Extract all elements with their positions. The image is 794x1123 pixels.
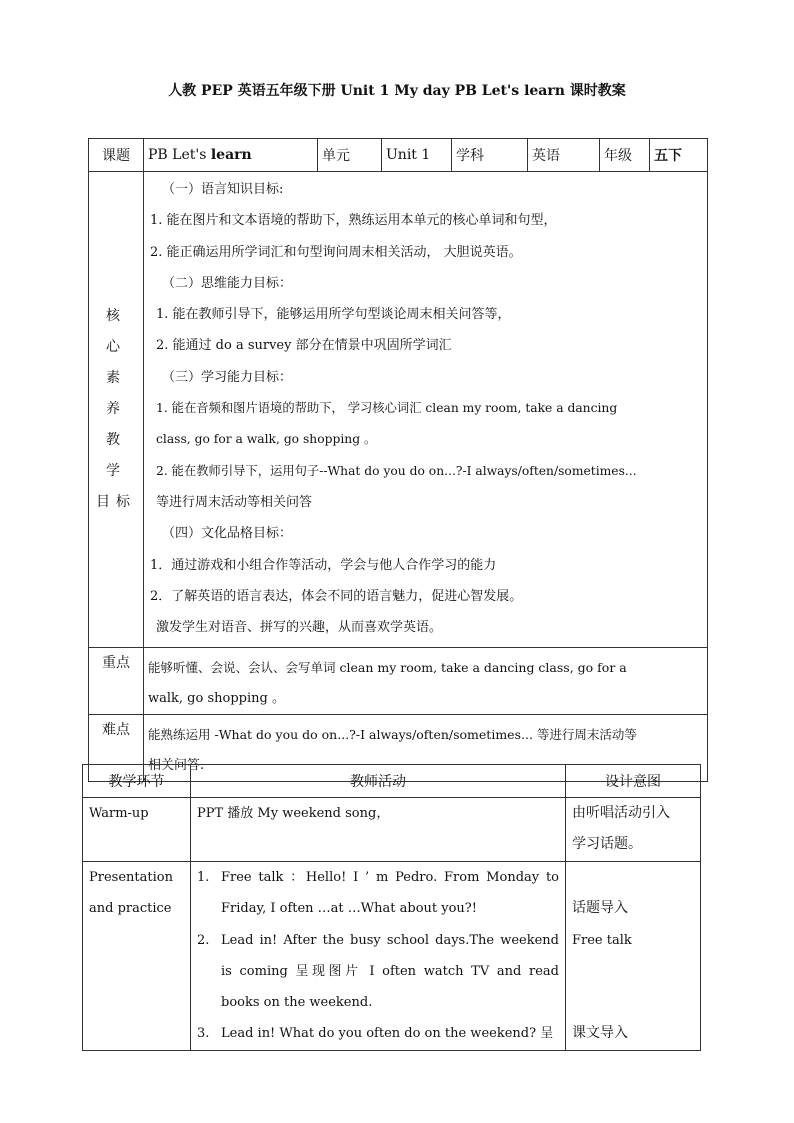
difficulties-label: 难点 xyxy=(89,715,144,782)
key-points-row xyxy=(89,648,708,715)
goal-line: 1．通过游戏和小组合作等活动，学会与他人合作学习的能力 xyxy=(150,557,497,573)
goal-heading: （三）学习能力目标： xyxy=(162,369,293,385)
goal-heading: （二）思维能力目标： xyxy=(162,275,293,291)
key-points-content: 能够听懂、会说、会认、会写单词 clean my room, take a dancing class, go for a walk, go shopping 。 xyxy=(144,648,708,715)
unit-value: Unit 1 xyxy=(382,139,452,172)
subject-value: 英语 xyxy=(528,139,600,172)
subject-label: 学科 xyxy=(452,139,528,172)
goal-line: 等进行周末活动等相关问答 xyxy=(156,494,313,510)
warmup-row xyxy=(83,798,701,862)
goal-line: 1. 能在音频和图片语境的帮助下， 学习核心词汇 clean my room, take a dancing xyxy=(156,401,618,416)
presentation-intent: 话题导入 Free talk 课文导入 xyxy=(566,862,701,1051)
goal-line: 2. 能在教师引导下，运用句子--What do you do on...?-I always/often/sometimes... xyxy=(156,463,637,478)
presentation-stage: Presentation and practice xyxy=(83,862,191,1051)
goal-line: 2．了解英语的语言表达，体会不同的语言魅力，促进心智发展。 xyxy=(150,588,523,604)
goal-line: 2. 能正确运用所学词汇和句型询问周末相关活动， 大胆说英语。 xyxy=(150,244,522,260)
activity-step: 1. Free talk ：Hello! I ’ m Pedro. From Monday to Friday, I often …at …What about you?! xyxy=(197,870,559,917)
goal-line: 2. 能通过 do a survey 部分在情景中巩固所学词汇 xyxy=(156,338,452,354)
goal-line: 1. 能在教师引导下，能够运用所学句型谈论周末相关问答等， xyxy=(156,307,511,323)
document-title: 人教 PEP 英语五年级下册 Unit 1 My day PB Let's learn 课时教案 xyxy=(168,83,626,99)
process-header-row xyxy=(83,765,701,798)
teaching-process-table xyxy=(82,764,701,1051)
goal-line: class, go for a walk, go shopping 。 xyxy=(156,432,377,447)
topic-value: PB Let's learn xyxy=(144,139,318,172)
lesson-info-table xyxy=(88,138,708,782)
header-row xyxy=(89,139,708,172)
topic-label: 课题 xyxy=(89,139,144,172)
goals-label: 核 心 素 养 教 学 目标 xyxy=(89,172,144,648)
presentation-row xyxy=(83,862,701,1051)
warmup-activity: PPT 播放 My weekend song， xyxy=(191,798,566,862)
goal-heading: （四）文化品格目标： xyxy=(162,526,293,542)
stage-header: 教学环节 xyxy=(83,765,191,798)
goals-content xyxy=(144,172,708,648)
difficulties-content: 能熟练运用 -What do you do on...?-I always/often/sometimes... 等进行周末活动等 相关问答. xyxy=(144,715,708,782)
activity-steps xyxy=(197,862,559,1050)
goal-heading: （一）语言知识目标: xyxy=(162,182,284,197)
intent-header: 设计意图 xyxy=(566,765,701,798)
grade-value: 五下 xyxy=(650,139,708,172)
key-points-label: 重点 xyxy=(89,648,144,715)
activity-header: 教师活动 xyxy=(191,765,566,798)
activity-step: 2. Lead in! After the busy school days.The weekend is coming 呈现图片 I often watch TV and read books on the weekend. xyxy=(197,932,559,1011)
goals-row xyxy=(89,172,708,648)
activity-step: 3. Lead in! What do you often do on the weekend? 呈 xyxy=(197,1026,554,1042)
presentation-activity xyxy=(191,862,566,1051)
warmup-intent: 由听唱活动引入 学习话题。 xyxy=(566,798,701,862)
warmup-stage: Warm-up xyxy=(83,798,191,862)
goal-line: 激发学生对语音、拼写的兴趣，从而喜欢学英语。 xyxy=(156,620,443,636)
unit-label: 单元 xyxy=(318,139,382,172)
goal-line: 1. 能在图片和文本语境的帮助下，熟练运用本单元的核心单词和句型， xyxy=(150,213,557,229)
grade-label: 年级 xyxy=(600,139,650,172)
